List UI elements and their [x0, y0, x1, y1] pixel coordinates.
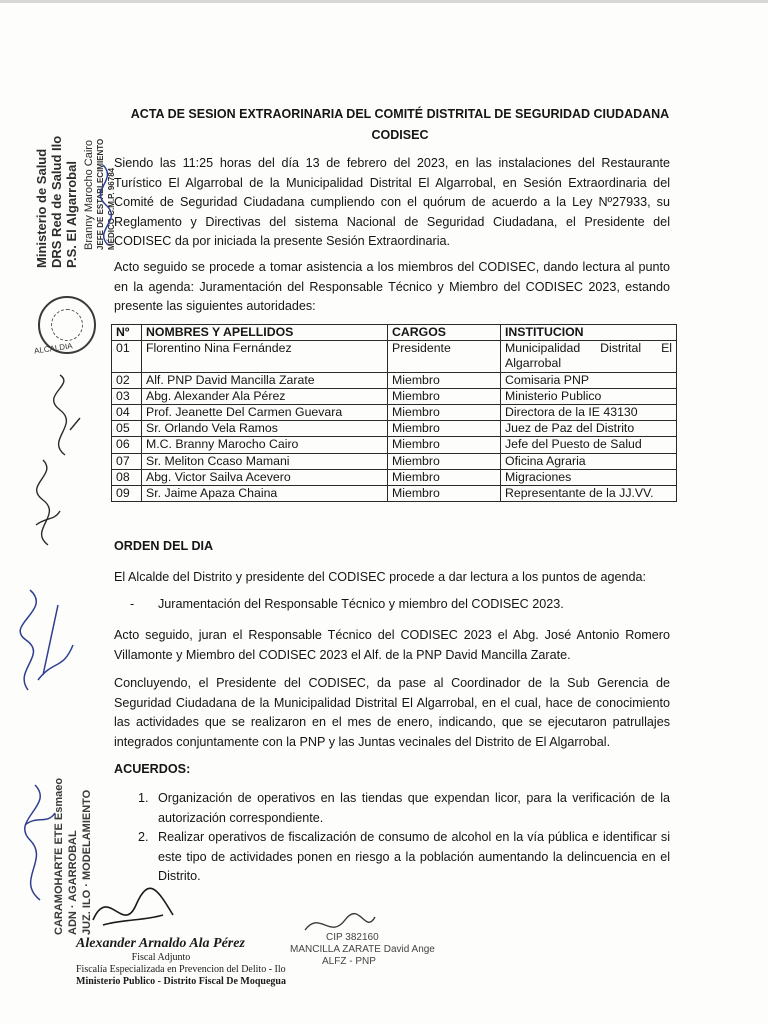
- signature-jjvv: [10, 765, 65, 905]
- seal-crest-icon: [51, 309, 83, 341]
- stamp-line: DRS Red de Salud Ilo: [49, 135, 64, 268]
- cell-num: 07: [112, 453, 142, 469]
- cell-num: 03: [112, 388, 142, 404]
- orden-paragraph: El Alcalde del Distrito y presidente del CODISEC procede a dar lectura a los puntos de agenda:: [114, 570, 647, 584]
- intro-paragraph: Siendo las 11:25 horas del día 13 de febrero del 2023, en las instalaciones del Restaurante Turístico El Algarrobal de la Municipalidad Distrital El Algarrobal, en Sesión Extraordinaria del Comité de Seguridad Ciudadana cumpliendo con el quórum de acuerdo a la Ley Nº27933, su Reglamento y Directivas del sistema Nacional de Seguridad Ciudadana, el Presidente del CODISEC da por iniciada la presente Sesión Extraordinaria.: [114, 156, 670, 249]
- oath-paragraph: Acto seguido, juran el Responsable Técnico del CODISEC 2023 el Abg. José Antonio Romero Villamonte y Miembro del CODISEC 2023 el Alf. de la PNP David Mancilla Zarate.: [114, 628, 670, 662]
- table-row: [112, 388, 677, 404]
- fiscal-signature-block: [76, 936, 286, 988]
- stamp-line: Branny Marocho Cairo: [83, 139, 95, 250]
- signer-district: Ministerio Publico - Distrito Fiscal De Moquegua: [76, 976, 286, 987]
- document-title: ACTA DE SESION EXTRAORINARIA DEL COMITÉ DISTRITAL DE SEGURIDAD CIUDADANA: [130, 107, 670, 121]
- agenda-list-item: [130, 597, 564, 611]
- stamp-line: Ministerio de Salud: [34, 148, 49, 268]
- police-rank: ALFZ - PNP: [322, 956, 376, 967]
- police-name: MANCILLA ZARATE David Ange: [290, 944, 435, 955]
- agenda-item-text: Juramentación del Responsable Técnico y miembro del CODISEC 2023.: [158, 597, 564, 611]
- cell-cargo: Presidente: [388, 341, 501, 372]
- stamp-line: JUZ. ILO · MODELAMIENTO: [81, 789, 93, 935]
- table-row: [112, 405, 677, 421]
- cell-num: 04: [112, 405, 142, 421]
- cell-name: Sr. Jaime Apaza Chaina: [142, 486, 388, 502]
- signature-juez-paz: [40, 370, 90, 460]
- signer-role: Fiscal Adjunto: [131, 952, 191, 963]
- cell-cargo: Miembro: [388, 437, 501, 453]
- cell-cargo: Miembro: [388, 388, 501, 404]
- acuerdo-number: 2.: [138, 830, 149, 845]
- conclusion-paragraph: Concluyendo, el Presidente del CODISEC, da pase al Coordinador de la Sub Gerencia de Seguridad Ciudadana de la Municipalidad Distrital El Algarrobal, en el cual, hace de conocimiento las actividades que se realizaron en el mes de enero, indicando, que se ejecutaron patrullajes integrados conjuntamente con la PNP y las Juntas vecinales del Distrito de El Algarrobal.: [114, 676, 670, 749]
- stamp-line: MÉDICO C.M.P. 96784: [107, 167, 116, 250]
- stamp-line: JEFE DE ESTABLECIMIENTO: [96, 138, 105, 250]
- police-code: CIP 382160: [326, 932, 379, 943]
- orden-del-dia-heading: ORDEN DEL DIA: [114, 539, 214, 553]
- cell-cargo: Miembro: [388, 453, 501, 469]
- document-subtitle: CODISEC: [371, 128, 429, 142]
- cell-name: M.C. Branny Marocho Cairo: [142, 437, 388, 453]
- cell-name: Florentino Nina Fernández: [142, 341, 388, 372]
- police-stamp: [290, 932, 435, 968]
- cell-cargo: Miembro: [388, 421, 501, 437]
- cell-num: 05: [112, 421, 142, 437]
- cell-num: 09: [112, 486, 142, 502]
- cell-institucion: Directora de la IE 43130: [501, 405, 677, 421]
- cell-name: Prof. Jeanette Del Carmen Guevara: [142, 405, 388, 421]
- table-row: [112, 469, 677, 485]
- cell-name: Abg. Victor Sailva Acevero: [142, 469, 388, 485]
- table-row: [112, 341, 677, 372]
- col-header-institucion: INSTITUCION: [501, 325, 677, 341]
- cell-institucion: Jefe del Puesto de Salud: [501, 437, 677, 453]
- dash-bullet: -: [130, 597, 135, 611]
- signature-fiscal: [88, 880, 178, 940]
- cell-institucion: Municipalidad Distrital El Algarrobal: [501, 341, 677, 372]
- col-header-num: Nº: [112, 325, 142, 341]
- table-row: [112, 372, 677, 388]
- table-header-row: [112, 325, 677, 341]
- table-row: [112, 486, 677, 502]
- attendance-table: [111, 324, 677, 502]
- table-row: [112, 421, 677, 437]
- cell-name: Sr. Orlando Vela Ramos: [142, 421, 388, 437]
- cell-institucion: Oficina Agraria: [501, 453, 677, 469]
- cell-institucion: Ministerio Publico: [501, 388, 677, 404]
- cell-num: 06: [112, 437, 142, 453]
- cell-cargo: Miembro: [388, 372, 501, 388]
- cell-num: 02: [112, 372, 142, 388]
- acuerdo-text: Realizar operativos de fiscalización de consumo de alcohol en la vía pública e identificar si este tipo de actividades ponen en riesgo a la población aumentando la delincuencia en el Distrito.: [158, 830, 670, 884]
- attendance-paragraph: Acto seguido se procede a tomar asistencia a los miembros del CODISEC, dando lectura al punto en la agenda: Juramentación del Responsable Técnico y Miembro del CODISEC 2023, estando presente las siguientes autoridades:: [114, 260, 670, 314]
- col-header-cargos: CARGOS: [388, 325, 501, 341]
- acuerdos-list: [114, 789, 670, 887]
- ministerio-salud-stamp: [34, 136, 79, 268]
- cell-institucion: Juez de Paz del Distrito: [501, 421, 677, 437]
- cell-institucion: Representante de la JJ.VV.: [501, 486, 677, 502]
- cell-cargo: Miembro: [388, 405, 501, 421]
- acuerdo-item: [114, 789, 670, 828]
- cell-name: Alf. PNP David Mancilla Zarate: [142, 372, 388, 388]
- cell-name: Sr. Meliton Ccaso Mamani: [142, 453, 388, 469]
- acuerdo-number: 1.: [138, 791, 149, 805]
- cell-name: Abg. Alexander Ala Pérez: [142, 388, 388, 404]
- cell-cargo: Miembro: [388, 486, 501, 502]
- seal-label: ALCALDIA: [33, 341, 74, 356]
- scan-top-edge: [0, 0, 768, 3]
- cell-institucion: Migraciones: [501, 469, 677, 485]
- table-row: [112, 453, 677, 469]
- stamp-line: ADN · AGARROBAL: [67, 830, 79, 935]
- table-row: [112, 437, 677, 453]
- cell-num: 01: [112, 341, 142, 372]
- signature-directora: [18, 455, 78, 550]
- acuerdo-item: [114, 828, 670, 887]
- stamp-line: P.S. El Algarrobal: [64, 161, 79, 268]
- cell-cargo: Miembro: [388, 469, 501, 485]
- stamp-line: CARAMOHARTE ETE Esmaeo: [53, 777, 65, 935]
- acuerdos-heading: ACUERDOS:: [114, 762, 191, 776]
- signature-oficina-agraria: [8, 580, 83, 700]
- cell-institucion: Comisaria PNP: [501, 372, 677, 388]
- cell-num: 08: [112, 469, 142, 485]
- acuerdo-text: Organización de operativos en las tiendas que expendan licor, para la verificación de la autorización correspondiente.: [158, 791, 670, 825]
- col-header-names: NOMBRES Y APELLIDOS: [142, 325, 388, 341]
- signature-health-chief: [88, 160, 128, 250]
- signer-office: Fiscalía Especializada en Prevencion del Delito - Ilo: [76, 964, 286, 975]
- signer-name: Alexander Arnaldo Ala Pérez: [76, 936, 245, 951]
